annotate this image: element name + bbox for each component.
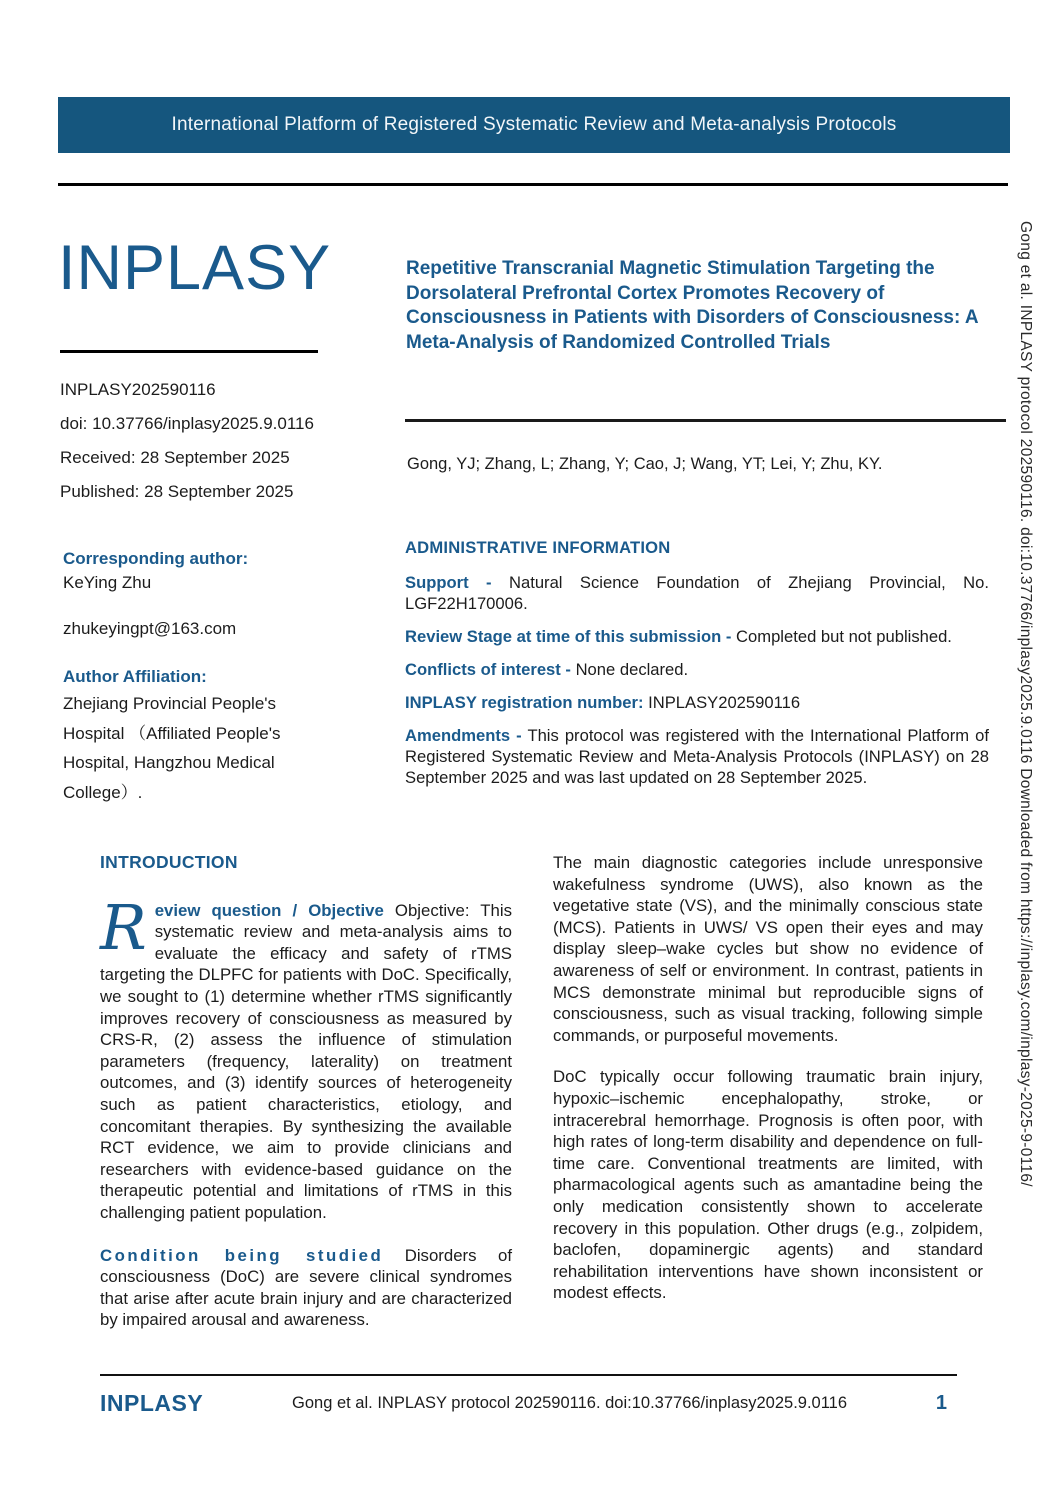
corresponding-author-name: KeYing Zhu — [63, 573, 152, 592]
journal-banner — [58, 97, 1010, 153]
doc-etiology-paragraph: DoC typically occur following traumatic brain injury, hypoxic–ischemic encephalopathy, stroke, or intracerebral hemorrhage. Prognosis is often poor, with high rates of long-term disability and dependence on full-time care. Conventional treatments are limited, with pharmacological agents such as amantadine being the only medication consistently shown to accelerate recovery in this population. Other drugs (e.g., zolpidem, baclofen, dopaminergic agents) and standard rehabilitation interventions have shown inconsistent or modest effects. — [553, 1067, 983, 1303]
corresponding-author-email: zhukeyingpt@163.com — [63, 619, 237, 638]
published-date: Published: 28 September 2025 — [60, 482, 294, 501]
conflicts-row — [405, 659, 989, 680]
corresponding-author-block — [63, 547, 315, 807]
footer-divider — [100, 1374, 957, 1376]
corresponding-author-label: Corresponding author: — [63, 549, 249, 568]
article-title: Repetitive Transcranial Magnetic Stimulation Targeting the Dorsolateral Prefrontal Cortex Promotes Recovery of Consciousness in Patients with Disorders of Consciousness: A Meta-Analysis of Randomized Controlled Trials — [406, 258, 978, 353]
conflicts-text: None declared. — [575, 660, 689, 679]
condition-text: Disorders of consciousness (DoC) are severe clinical syndromes that arise after acute brain injury and are characterized by impaired arousal and awareness. — [100, 1245, 512, 1330]
footer-inplasy-logo: INPLASY — [100, 1390, 204, 1416]
amendments-text: This protocol was registered with the International Platform of Registered Systematic Review and Meta-Analysis Protocols (INPLASY) on 28 September 2025 and was last updated on 28 September 2025. — [405, 726, 990, 787]
conflicts-label: Conflicts of interest - — [405, 660, 571, 679]
doi-line: doi: 10.37766/inplasy2025.9.0116 — [60, 414, 314, 433]
dropcap-letter: R — [100, 890, 147, 964]
title-divider — [405, 419, 1006, 422]
support-row — [405, 572, 989, 614]
diagnostic-categories-paragraph: The main diagnostic categories include unresponsive wakefulness syndrome (UWS), also known as the vegetative state (VS), and the minimally conscious state (MCS). Patients in UWS/ VS open their eyes and may display sleep–wake cycles but show no evidence of awareness of self or environment. In contrast, patients in MCS demonstrate minimal but reproducible signs of consciousness, such as visual tracking, following simple commands, or purposeful movements. — [553, 853, 983, 1045]
amendments-row — [405, 725, 989, 788]
review-question-paragraph — [100, 890, 512, 1224]
introduction-right-column — [553, 852, 983, 1304]
received-date: Received: 28 September 2025 — [60, 448, 290, 467]
support-label: Support - — [405, 573, 492, 592]
review-stage-row — [405, 626, 989, 647]
inplasy-logo: INPLASY — [58, 233, 332, 303]
top-divider — [58, 183, 1008, 186]
registration-number-label: INPLASY registration number: — [405, 693, 644, 712]
introduction-left-column — [100, 852, 512, 1331]
registration-id: INPLASY202590116 — [60, 380, 216, 399]
author-affiliation-label: Author Affiliation: — [63, 667, 207, 686]
author-affiliation-text: Zhejiang Provincial People's Hospital （Affiliated People's Hospital, Hangzhou Medical College）. — [63, 694, 281, 802]
condition-paragraph — [100, 1245, 512, 1331]
review-question-text: Objective: This systematic review and meta-analysis aims to evaluate the efficacy and safety of rTMS targeting the DLPFC for patients with DoC. Specifically, we sought to (1) determine whether rTMS significantly improves recovery of consciousness as measured by CRS-R, (2) assess the influence of stimulation parameters (frequency, laterality) on treatment outcomes, and (3) identify sources of heterogeneity such as patient characteristics, etiology, and concomitant therapies. By synthesizing the available RCT evidence, we aim to provide clinicians and researchers with evidence-based guidance on the therapeutic potential and limitations of rTMS in this challenging patient population. — [100, 900, 512, 1222]
registration-meta — [60, 380, 314, 516]
introduction-heading: INTRODUCTION — [100, 852, 238, 872]
logo-divider — [60, 350, 318, 353]
amendments-label: Amendments - — [405, 726, 522, 745]
admin-heading: ADMINISTRATIVE INFORMATION — [405, 538, 671, 557]
support-text: Natural Science Foundation of Zhejiang Provincial, No. LGF22H170006. — [405, 573, 989, 613]
condition-label: Condition being studied — [100, 1245, 384, 1265]
page-footer — [100, 1390, 957, 1417]
footer-citation: Gong et al. INPLASY protocol 202590116. doi:10.37766/inplasy2025.9.0116 — [292, 1394, 848, 1412]
review-question-label: eview question / Objective — [154, 900, 384, 920]
vertical-download-watermark: Gong et al. INPLASY protocol 202590116. doi:10.37766/inplasy2025.9.0116 Downloaded from https://inplasy.com/inplasy-2025-9-0116/ — [1017, 221, 1034, 1187]
review-stage-label: Review Stage at time of this submission - — [405, 627, 732, 646]
registration-number-value: INPLASY202590116 — [648, 693, 801, 712]
registration-number-row — [405, 692, 989, 713]
footer-page-number: 1 — [935, 1392, 947, 1414]
administrative-information — [405, 537, 989, 800]
authors-line: Gong, YJ; Zhang, L; Zhang, Y; Cao, J; Wang, YT; Lei, Y; Zhu, KY. — [407, 455, 883, 473]
review-stage-text: Completed but not published. — [736, 627, 952, 646]
journal-banner-text: International Platform of Registered Systematic Review and Meta-analysis Protocols — [171, 114, 897, 135]
